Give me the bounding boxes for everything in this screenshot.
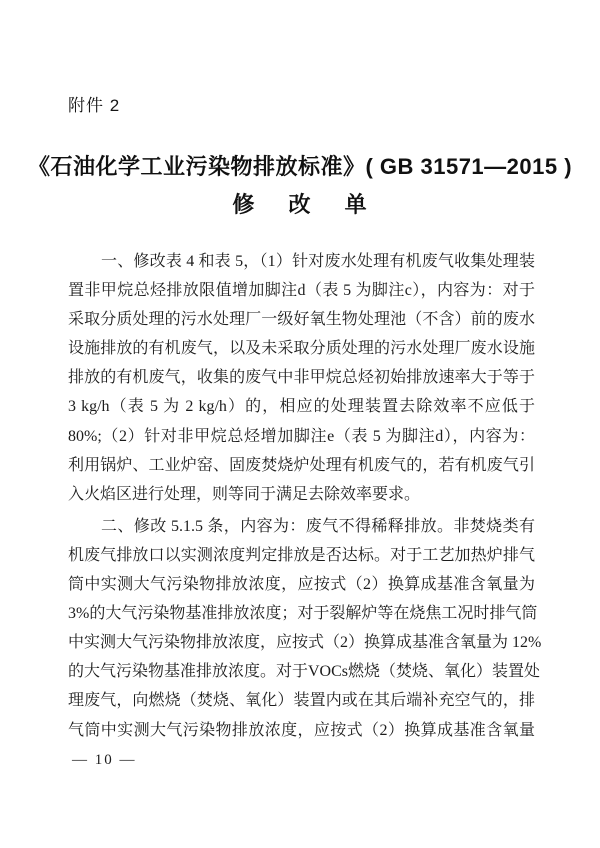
document-body <box>68 247 542 745</box>
text-line: 3 kg/h（表 5 为 2 kg/h）的，相应的处理装置去除效率不应低于 <box>68 398 535 416</box>
text-line: 一、修改表 4 和表 5，（1）针对废水处理有机废气收集处理装 <box>101 253 535 270</box>
text-line: 气筒中实测大气污染物排放浓度，应按式（2）换算成基准含氧量 <box>68 721 535 739</box>
document-title-line2: 修 改 单 <box>232 192 368 217</box>
paragraph-2 <box>68 512 542 745</box>
text-line: 80%;（2）针对非甲烷总烃增加脚注e（表 5 为脚注d），内容为： <box>68 427 535 445</box>
text-line: 的大气污染物基准排放浓度。对于VOCs燃烧（焚烧、氧化）装置处 <box>68 663 541 681</box>
text-line: 利用锅炉、工业炉窑、固废焚烧炉处理有机废气的，若有机废气引 <box>68 456 535 474</box>
document-title <box>0 152 600 220</box>
text-line: 理废气，向燃烧（焚烧、氧化）装置内或在其后端补充空气的，排 <box>68 692 535 710</box>
attachment-label: 附件 2 <box>68 96 121 115</box>
text-line: 置非甲烷总烃排放限值增加脚注d（表 5 为脚注c），内容为：对于 <box>68 282 535 300</box>
text-line: 采取分质处理的污水处理厂一级好氧生物处理池（不含）前的废水 <box>68 311 535 329</box>
paragraph-1 <box>68 247 535 509</box>
text-line: 中实测大气污染物排放浓度，应按式（2）换算成基准含氧量为 12% <box>68 634 542 652</box>
text-line: 二、修改 5.1.5 条，内容为：废气不得稀释排放。非焚烧类有 <box>101 517 535 535</box>
page-number: — 10 — <box>72 752 137 768</box>
text-line: 设施排放的有机废气，以及未采取分质处理的污水处理厂废水设施 <box>68 340 535 358</box>
text-line: 机废气排放口以实测浓度判定排放是否达标。对于工艺加热炉排气 <box>68 546 535 564</box>
document-title-line1: 《石油化学工业污染物排放标准》( GB 31571—2015 ) <box>27 154 573 179</box>
text-line: 筒中实测大气污染物排放浓度，应按式（2）换算成基准含氧量为 <box>68 576 535 594</box>
text-line: 入火焰区进行处理，则等同于满足去除效率要求。 <box>68 485 421 503</box>
text-line: 排放的有机废气，收集的废气中非甲烷总烃初始排放速率大于等于 <box>68 369 535 387</box>
text-line: 3%的大气污染物基准排放浓度；对于裂解炉等在烧焦工况时排气筒 <box>68 605 538 623</box>
